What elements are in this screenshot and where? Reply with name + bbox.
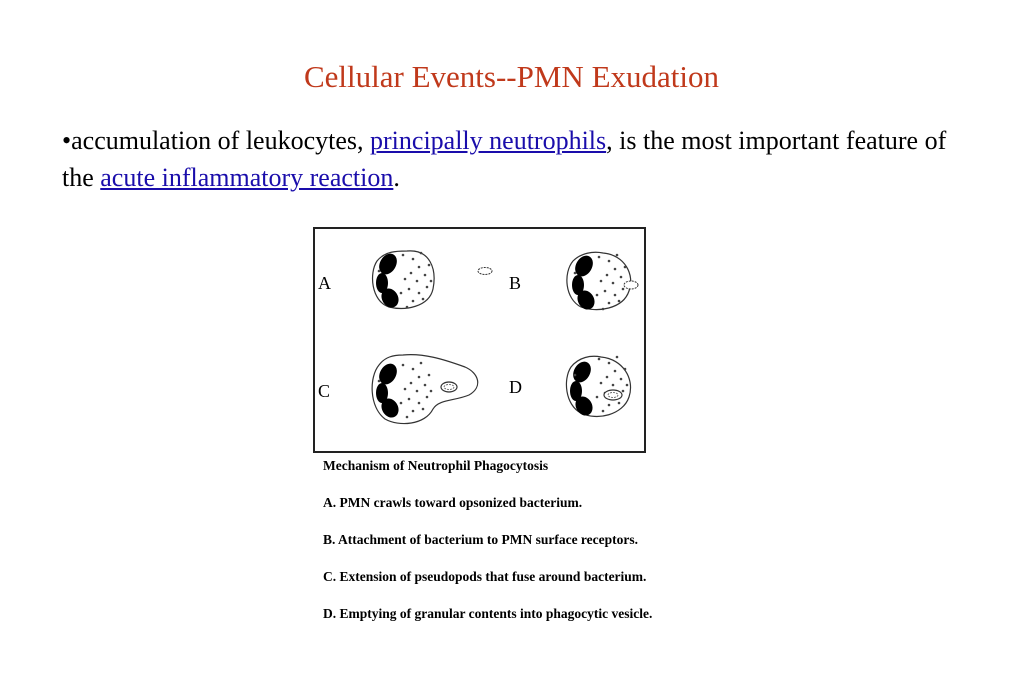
cell-panel-d <box>566 356 630 419</box>
caption-item-a: A. PMN crawls toward opsonized bacterium. <box>323 495 583 510</box>
phagocytosis-illustration <box>315 229 644 451</box>
bullet-text-1: accumulation of leukocytes, <box>71 126 371 155</box>
panel-label-b: B <box>509 273 522 293</box>
figure-caption <box>323 458 803 643</box>
panel-label-d: D <box>509 377 522 397</box>
bullet-text-2: , is the most important feature of the <box>62 126 947 192</box>
cell-panel-a <box>373 250 492 310</box>
cell-panel-c <box>372 355 478 424</box>
phagocytosis-figure <box>313 227 646 453</box>
panel-label-a: A <box>318 273 331 293</box>
caption-item-b: B. Attachment of bacterium to PMN surface receptors. <box>323 532 639 547</box>
link-principally-neutrophils[interactable]: principally neutrophils <box>370 126 607 155</box>
cell-panel-b <box>567 252 638 312</box>
caption-item-d: D. Emptying of granular contents into phagocytic vesicle. <box>323 606 653 621</box>
link-acute-inflammatory-reaction[interactable]: acute inflammatory reaction <box>100 163 394 192</box>
bullet-paragraph <box>62 122 962 196</box>
slide-title: Cellular Events--PMN Exudation <box>304 59 719 94</box>
panel-label-c: C <box>318 381 331 401</box>
bullet-text-3: . <box>393 163 400 192</box>
caption-item-c: C. Extension of pseudopods that fuse around bacterium. <box>323 569 647 584</box>
bullet-marker: • <box>62 126 72 155</box>
caption-title: Mechanism of Neutrophil Phagocytosis <box>323 458 549 473</box>
